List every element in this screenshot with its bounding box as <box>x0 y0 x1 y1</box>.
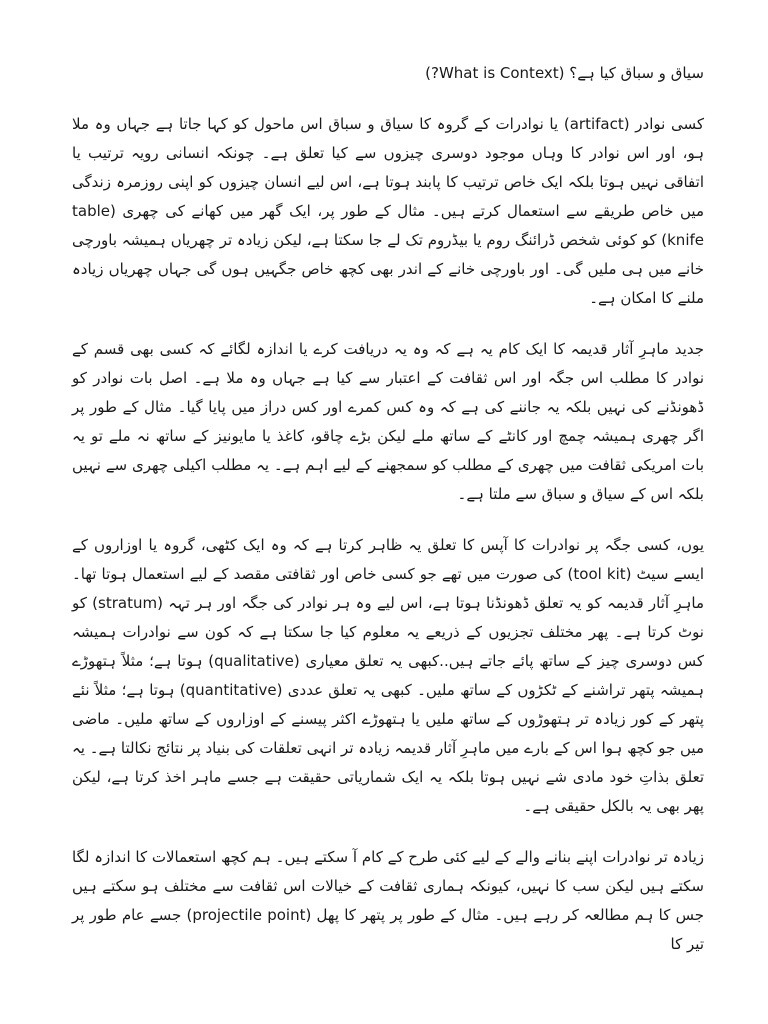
paragraph-1: کسی نوادر (artifact) یا نوادرات کے گروہ کا سیاق و سباق اس ماحول کو کہا جاتا ہے جہاں وہ ملا ہو، اور اس نوادر کا وہاں موجود دوسری چیزوں سے کیا تعلق ہے۔ چونکہ انسانی رویہ ترتیب یا اتفاقی نہیں ہوتا بلکہ ایک خاص ترتیب کا پابند ہوتا ہے، اس لیے انسان چیزوں کو اپنی روزمرہ زندگی میں خاص طریقے سے استعمال کرتے ہیں۔ مثال کے طور پر، ایک گھر میں کھانے کی چھری (table knife) کو کوئی شخص ڈرائنگ روم یا بیڈروم تک لے جا سکتا ہے، لیکن زیادہ تر چھریاں ہمیشہ باورچی خانے میں ہی ملیں گی۔ اور باورچی خانے کے اندر بھی کچھ خاص جگہیں ہوں گی جہاں چھریاں زیادہ ملنے کا امکان ہے۔ <box>72 115 704 307</box>
section-heading: سیاق و سباق کیا ہے؟ (What is Context?) <box>425 64 704 82</box>
document-page <box>72 58 704 981</box>
paragraph-2: جدید ماہرِ آثار قدیمہ کا ایک کام یہ ہے کہ وہ یہ دریافت کرے یا اندازہ لگائے کہ کسی بھی قسم کے نوادر کا مطلب اس جگہ اور اس ثقافت کے اعتبار سے کیا ہے جہاں وہ ملا ہے۔ اصل بات نوادر کو ڈھونڈنے کی نہیں بلکہ یہ جاننے کی ہے کہ وہ کس کمرے اور کس دراز میں پایا گیا۔ مثال کے طور پر اگر چھری ہمیشہ چمچ اور کانٹے کے ساتھ ملے لیکن بڑے چاقو، کاغذ یا مایونیز کے ساتھ نہ ملے تو یہ بات امریکی ثقافت میں چھری کے مطلب کو سمجھنے کے لیے اہم ہے۔ یہ مطلب اکیلی چھری سے نہیں بلکہ اس کے سیاق و سباق سے ملتا ہے۔ <box>72 340 704 503</box>
paragraph-4: زیادہ تر نوادرات اپنے بنانے والے کے لیے کئی طرح کے کام آ سکتے ہیں۔ ہم کچھ استعمالات کا اندازہ لگا سکتے ہیں لیکن سب کا نہیں، کیونکہ ہماری ثقافت کے خیالات اس ثقافت سے مختلف ہو سکتے ہیں جس کا ہم مطالعہ کر رہے ہیں۔ مثال کے طور پر پتھر کا پھل (projectile point) جسے عام طور پر تیر کا <box>72 848 704 953</box>
paragraph-3: یوں، کسی جگہ پر نوادرات کا آپس کا تعلق یہ ظاہر کرتا ہے کہ وہ ایک کٹھی، گروہ یا اوزاروں کے ایسے سیٹ (tool kit) کی صورت میں تھے جو کسی خاص اور ثقافتی مقصد کے لیے استعمال ہوتا تھا۔ ماہرِ آثار قدیمہ کو یہ تعلق ڈھونڈنا ہوتا ہے، اس لیے وہ ہر نوادر کی جگہ اور ہر تہہ (stratum) کو نوٹ کرتا ہے۔ پھر مختلف تجزیوں کے ذریعے یہ معلوم کیا جا سکتا ہے کہ کون سے نوادرات ہمیشہ کس دوسری چیز کے ساتھ پائے جاتے ہیں..کبھی یہ تعلق معیاری (qualitative) ہوتا ہے؛ مثلاً ہتھوڑے ہمیشہ پتھر تراشنے کے ٹکڑوں کے ساتھ ملیں۔ کبھی یہ تعلق عددی (quantitative) ہوتا ہے؛ مثلاً نئے پتھر کے کور زیادہ تر ہتھوڑوں کے ساتھ ملیں یا ہتھوڑے اکثر پیسنے کے اوزاروں کے ساتھ ملیں۔ ماضی میں جو کچھ ہوا اس کے بارے میں ماہرِ آثار قدیمہ زیادہ تر انہی تعلقات کی بنیاد پر نتائج نکالتا ہے۔ یہ تعلق بذاتِ خود مادی شے نہیں ہوتا بلکہ یہ ایک شماریاتی حقیقت ہے جسے ماہر اخذ کرتا ہے، لیکن پھر بھی یہ بالکل حقیقی ہے۔ <box>72 536 704 815</box>
